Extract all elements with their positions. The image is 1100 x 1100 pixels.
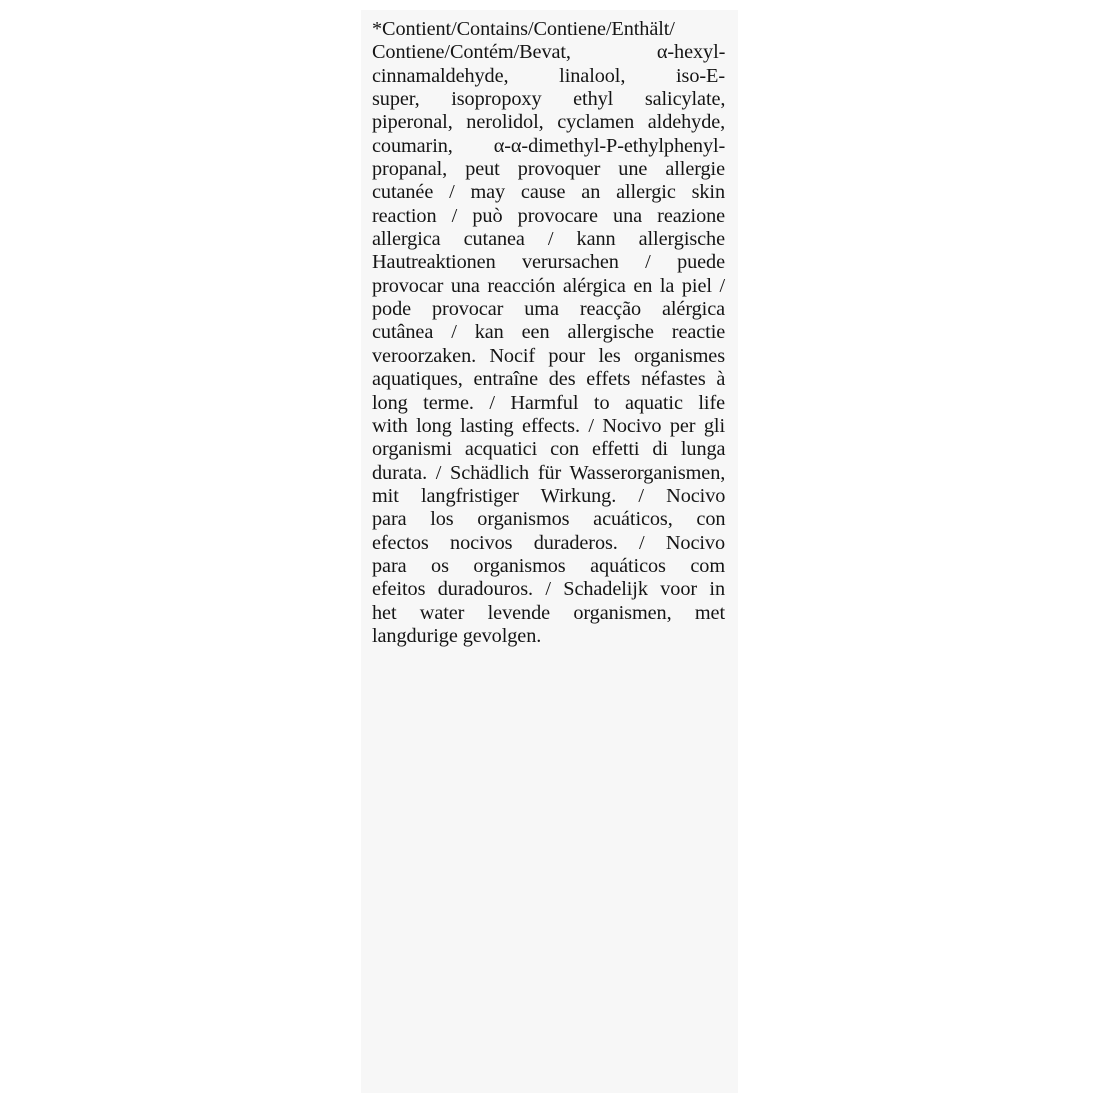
label-line: durata. / Schädlich für Wasserorganismen,	[372, 461, 726, 484]
label-line: organismi acquatici con effetti di lunga	[372, 438, 726, 461]
label-line: aquatiques, entraîne des effets néfastes à	[372, 368, 726, 391]
label-line: cutânea / kan een allergische reactie	[372, 321, 726, 344]
label-line: allergica cutanea / kann allergische	[372, 228, 725, 251]
label-line: coumarin, α-α-dimethyl-P-ethylphenyl-	[372, 134, 726, 157]
ingredient-warning-text	[372, 18, 725, 648]
label-line: pode provocar uma reacção alérgica	[372, 298, 726, 321]
label-line: Hautreaktionen verursachen / puede	[372, 251, 725, 274]
label-line: efeitos duradouros. / Schadelijk voor in	[372, 578, 725, 601]
label-line: cinnamaldehyde, linalool, iso-E-	[372, 64, 725, 87]
label-line: het water levende organismen, met	[372, 601, 725, 624]
label-line: provocar una reacción alérgica en la piel /	[372, 274, 725, 297]
label-line: Contiene/Contém/Bevat, α-hexyl-	[372, 41, 726, 64]
label-line: cutanée / may cause an allergic skin	[372, 181, 725, 204]
label-line: long terme. / Harmful to aquatic life	[372, 391, 725, 414]
label-line: veroorzaken. Nocif pour les organismes	[372, 344, 725, 367]
label-line: propanal, peut provoquer une allergie	[372, 158, 725, 181]
label-line: *Contient/Contains/Contiene/Enthält/	[372, 18, 675, 40]
label-line: para los organismos acuáticos, con	[372, 508, 726, 531]
label-line: with long lasting effects. / Nocivo per gli	[372, 414, 725, 437]
label-line: super, isopropoxy ethyl salicylate,	[372, 88, 726, 111]
label-line: piperonal, nerolidol, cyclamen aldehyde,	[372, 111, 726, 134]
product-label-panel	[361, 10, 738, 1093]
label-line: efectos nocivos duraderos. / Nocivo	[372, 531, 725, 554]
label-line: langdurige gevolgen.	[372, 624, 542, 647]
label-line: reaction / può provocare una reazione	[372, 204, 726, 227]
label-line: mit langfristiger Wirkung. / Nocivo	[372, 484, 726, 507]
label-line: para os organismos aquáticos com	[372, 554, 725, 577]
